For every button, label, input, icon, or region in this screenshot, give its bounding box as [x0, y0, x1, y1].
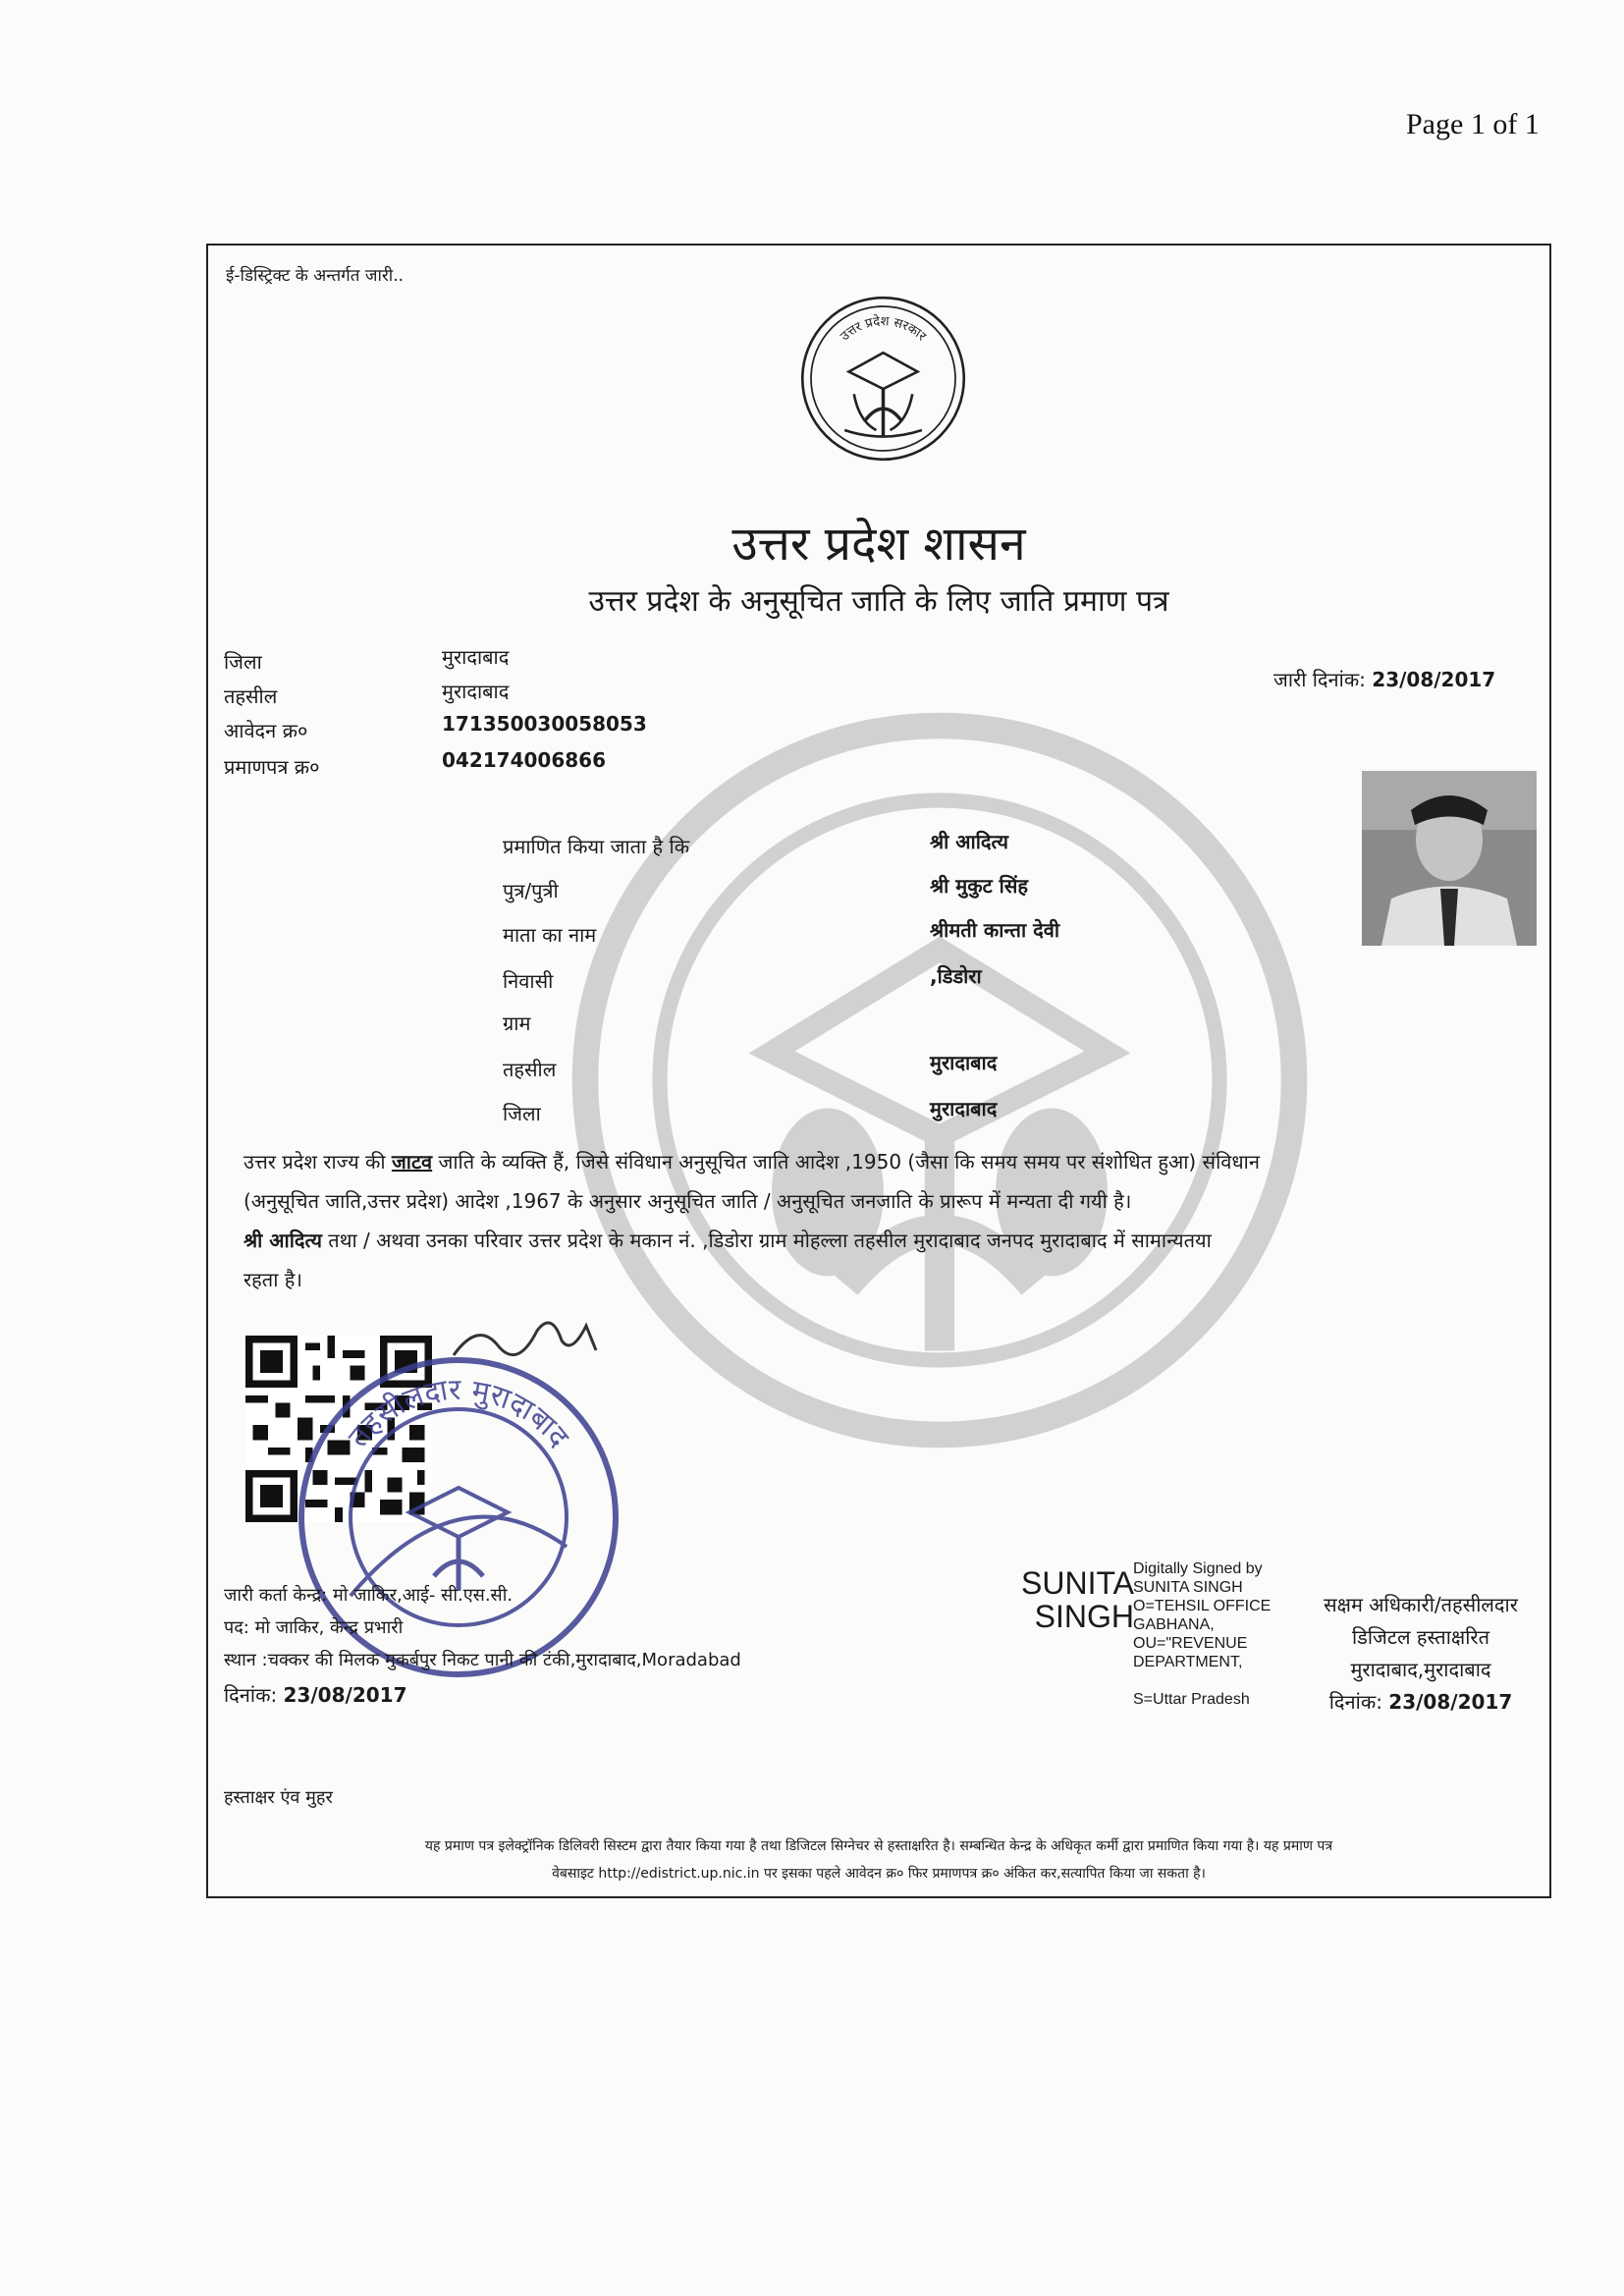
sig-line-1: Digitally Signed by	[1133, 1560, 1263, 1577]
emblem-text: उत्तर प्रदेश सरकार	[838, 314, 929, 345]
up-emblem-icon	[797, 293, 969, 465]
son-daughter-label: पुत्र/पुत्री	[503, 879, 559, 902]
svg-text:उत्तर प्रदेश सरकार	[838, 313, 929, 345]
issue-date-value: 23/08/2017	[1372, 668, 1496, 691]
certificate-frame	[206, 244, 1551, 1898]
issue-date	[1273, 666, 1495, 692]
authority-date: दिनांक: 23/08/2017	[1328, 1690, 1513, 1714]
footer-note-line-1: यह प्रमाण पत्र इलेक्ट्रॉनिक डिलिवरी सिस्टम द्वारा तैयार किया गया है तथा डिजिटल सिग्नेचर से हस्ताक्षरित है। सम्बन्धित केन्द्र के अधिकृत कर्मी द्वारा प्रमाणित किया गया है। यह प्रमाण पत्र	[424, 1838, 1333, 1854]
certificate-no-label: प्रमाणपत्र क्र०	[224, 755, 320, 779]
issuer-date-value: 23/08/2017	[283, 1683, 407, 1707]
digital-signature-details	[1133, 1559, 1271, 1709]
detail-tehsil-value: मुरादाबाद	[930, 1051, 998, 1074]
issuer-designation: पद: मो जाकिर, केन्द्र प्रभारी	[224, 1617, 404, 1638]
signer-name	[1021, 1566, 1134, 1633]
sig-line-4: GABHANA,	[1133, 1616, 1215, 1633]
page-indicator: Page 1 of 1	[1406, 108, 1540, 140]
detail-district-label: जिला	[503, 1102, 541, 1125]
seal-text: तहसीलदार मुरादाबाद	[341, 1372, 576, 1454]
tehsil-label: तहसील	[224, 684, 278, 708]
authority-digitally-signed: डिजिटल हस्ताक्षरित	[1352, 1625, 1489, 1649]
sig-line-2: SUNITA SINGH	[1133, 1579, 1243, 1596]
signer-first-name: SUNITA	[1021, 1565, 1134, 1601]
application-no-value: 171350030058053	[442, 712, 647, 736]
caste-statement	[244, 1142, 1530, 1299]
person-photo-icon	[1362, 771, 1537, 946]
issued-under-label: ई-डिस्ट्रिक्ट के अन्तर्गत जारी..	[226, 266, 405, 286]
sig-line-3: O=TEHSIL OFFICE	[1133, 1598, 1272, 1614]
father-name: श्री मुकुट सिंह	[930, 874, 1028, 898]
mother-name: श्रीमती कान्ता देवी	[930, 918, 1060, 942]
district-label: जिला	[224, 650, 262, 674]
statement-line-3: श्री आदित्य तथा / अथवा उनका परिवार उत्तर प्रदेश के मकान नं. ,डिडोरा ग्राम मोहल्ला तहसील मुरादाबाद जनपद मुरादाबाद में सामान्यतया	[244, 1229, 1212, 1252]
government-title: उत्तर प्रदेश शासन	[731, 517, 1026, 572]
resident-label: निवासी	[503, 969, 554, 993]
issuer-location: स्थान :चक्कर की मिलक मुकर्बपुर निकट पानी की टंकी,मुरादाबाद,Moradabad	[224, 1650, 741, 1670]
applicant-photo	[1362, 771, 1537, 946]
statement-line-1: उत्तर प्रदेश राज्य की जाटव जाति के व्यक्ति हैं, जिसे संविधान अनुसूचित जाति आदेश ,1950 (जैसा कि समय समय पर संशोधित हुआ) संविधान	[244, 1150, 1260, 1174]
statement-applicant-name: श्री आदित्य	[244, 1229, 322, 1252]
tehsil-value: मुरादाबाद	[442, 680, 510, 703]
issuing-centre: जारी कर्ता केन्द्र: मो जाकिर,आई- सी.एस.सी.	[224, 1585, 514, 1606]
issuer-date	[224, 1681, 406, 1708]
signature-seal-label: हस्ताक्षर एंव मुहर	[224, 1787, 333, 1808]
certificate-no-value: 042174006866	[442, 748, 606, 772]
detail-tehsil-label: तहसील	[503, 1058, 557, 1081]
authority-location: मुरादाबाद,मुरादाबाद	[1350, 1658, 1491, 1681]
district-value: मुरादाबाद	[442, 645, 510, 669]
statement-line-4: रहता है।	[244, 1268, 302, 1291]
authority-block	[1303, 1589, 1539, 1719]
issue-date-label: जारी दिनांक:	[1273, 668, 1366, 691]
detail-district-value: मुरादाबाद	[930, 1097, 998, 1121]
watermark-emblem-icon	[567, 707, 1313, 1453]
authority-designation: सक्षम अधिकारी/तहसीलदार	[1324, 1593, 1518, 1616]
applicant-name: श्री आदित्य	[930, 830, 1008, 853]
village-label: ग्राम	[503, 1011, 531, 1035]
sig-line-8: S=Uttar Pradesh	[1133, 1691, 1250, 1708]
mother-name-label: माता का नाम	[503, 923, 597, 947]
certified-label: प्रमाणित किया जाता है कि	[503, 835, 690, 858]
sig-line-5: OU="REVENUE	[1133, 1635, 1248, 1652]
resident-value: ,डिडोरा	[930, 964, 982, 988]
application-no-label: आवेदन क्र०	[224, 719, 308, 742]
certificate-title: उत्तर प्रदेश के अनुसूचित जाति के लिए जाति प्रमाण पत्र	[588, 584, 1169, 619]
footer-note-line-2: वेबसाइट http://edistrict.up.nic.in पर इसका पहले आवेदन क्र० फिर प्रमाणपत्र क्र० अंकित कर,सत्यापित किया जा सकता है।	[552, 1866, 1206, 1882]
signer-last-name: SINGH	[1034, 1599, 1134, 1634]
authority-date-value: 23/08/2017	[1388, 1690, 1513, 1714]
sig-line-6: DEPARTMENT,	[1133, 1654, 1243, 1670]
statement-line-2: (अनुसूचित जाति,उत्तर प्रदेश) आदेश ,1967 के अनुसार अनुसूचित जाति / अनुसूचित जनजाति के प्रारूप में मन्यता दी गयी है।	[244, 1189, 1132, 1213]
caste-name: जाटव	[391, 1150, 433, 1174]
sig-line-7	[1133, 1671, 1271, 1690]
issuer-date-label: दिनांक:	[224, 1683, 278, 1707]
